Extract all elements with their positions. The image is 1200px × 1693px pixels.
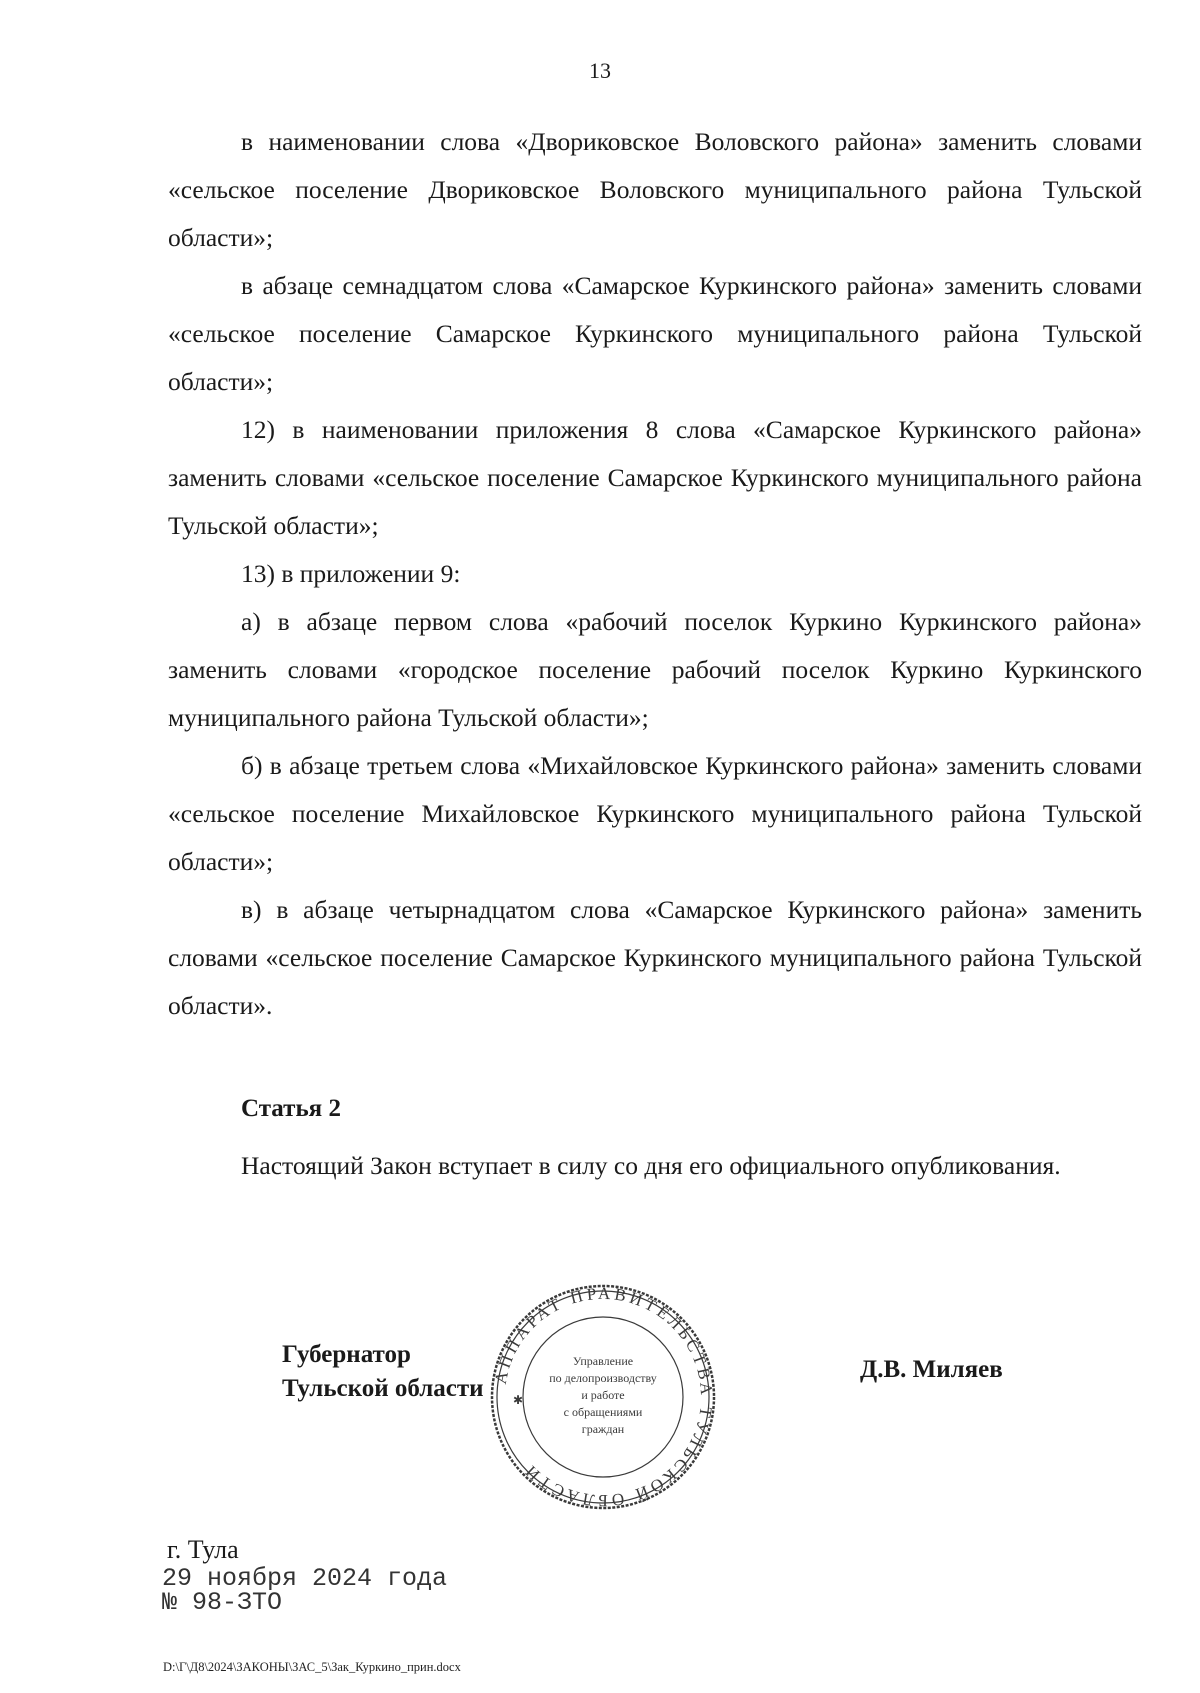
signer-title bbox=[282, 1338, 484, 1406]
paragraph-7: в) в абзаце четырнадцатом слова «Самарское Куркинского района» заменить словами «сельское поселение Самарское Куркинского муниципального района Тульской области». bbox=[168, 895, 1142, 1020]
file-path: D:\Г\Д8\2024\ЗАКОНЫ\ЗАС_5\Зак_Куркино_прин.docx bbox=[163, 1660, 461, 1674]
paragraph-5: а) в абзаце первом слова «рабочий поселок Куркино Куркинского района» заменить словами «городское поселение рабочий поселок Куркино Куркинского муниципального района Тульской области»; bbox=[168, 607, 1142, 732]
seal-outer-text: АППАРАТ ПРАВИТЕЛЬСТВА ТУЛЬСКОЙ ОБЛАСТИ bbox=[490, 1283, 717, 1511]
signer-title-line-1: Губернатор bbox=[282, 1341, 411, 1368]
paragraph-1: в наименовании слова «Двориковское Воловского района» заменить словами «сельское поселение Двориковское Воловского муниципального района Тульской области»; bbox=[168, 127, 1142, 252]
signer-name: Д.В. Миляев bbox=[860, 1356, 1003, 1383]
official-seal bbox=[489, 1283, 717, 1511]
seal-inner-line-2: по делопроизводству bbox=[549, 1371, 657, 1385]
city: г. Тула bbox=[167, 1535, 239, 1564]
law-date: 29 ноября 2024 года bbox=[162, 1564, 448, 1593]
article-text-block bbox=[168, 1142, 1142, 1190]
paragraph-6: б) в абзаце третьем слова «Михайловское Куркинского района» заменить словами «сельское поселение Михайловское Куркинского муниципального района Тульской области»; bbox=[168, 751, 1142, 876]
signer-title-line-2: Тульской области bbox=[282, 1375, 484, 1402]
seal-inner-line-4: с обращениями bbox=[563, 1405, 643, 1419]
seal-inner-line-5: граждан bbox=[581, 1422, 625, 1436]
article-heading: Статья 2 bbox=[241, 1095, 341, 1122]
paragraph-4: 13) в приложении 9: bbox=[241, 559, 461, 588]
page-number: 13 bbox=[589, 58, 611, 83]
article-text: Настоящий Закон вступает в силу со дня его официального опубликования. bbox=[241, 1151, 1061, 1180]
seal-star: ✱ bbox=[513, 1393, 524, 1407]
document-body bbox=[168, 118, 1142, 1030]
seal-inner-line-3: и работе bbox=[581, 1388, 625, 1402]
paragraph-2: в абзаце семнадцатом слова «Самарское Куркинского района» заменить словами «сельское поселение Самарское Куркинского муниципального района Тульской области»; bbox=[168, 271, 1142, 396]
law-number: № 98-ЗТО bbox=[162, 1588, 283, 1617]
paragraph-3: 12) в наименовании приложения 8 слова «Самарское Куркинского района» заменить словами «сельское поселение Самарское Куркинского муниципального района Тульской области»; bbox=[168, 415, 1142, 540]
seal-inner-line-1: Управление bbox=[572, 1354, 634, 1368]
registration-stamp bbox=[162, 1564, 448, 1617]
